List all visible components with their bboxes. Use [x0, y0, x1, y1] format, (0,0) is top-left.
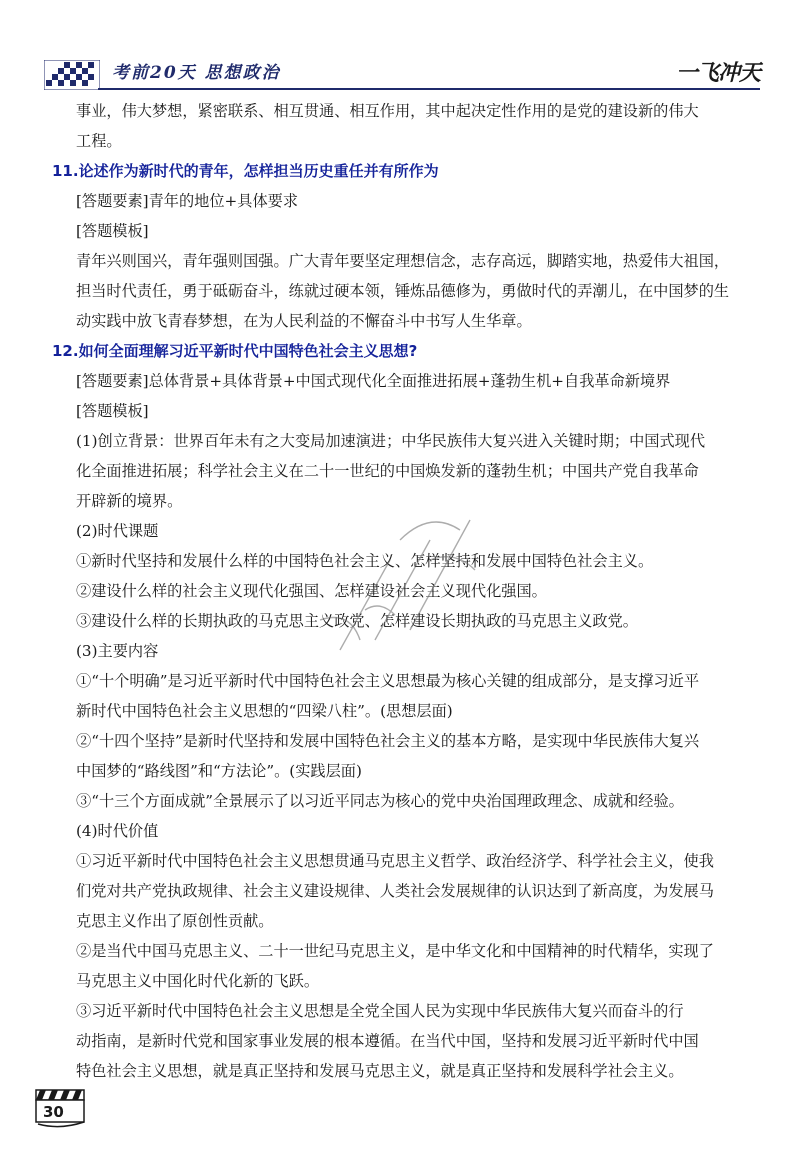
- checker-pattern-icon: [44, 60, 100, 90]
- text-line: 克思主义作出了原创性贡献。: [76, 912, 274, 930]
- text-line: (3)主要内容: [76, 642, 159, 660]
- page-header: [44, 56, 760, 92]
- document-body: [52, 96, 768, 1086]
- text-line: 担当时代责任，勇于砥砺奋斗，练就过硬本领，锤炼品德修为，勇做时代的弄潮儿，在中国梦的生: [76, 282, 730, 300]
- text-line: 青年兴则国兴，青年强则国强。广大青年要坚定理想信念，志存高远，脚踏实地，热爱伟大祖国，: [76, 252, 730, 270]
- text-line: ②建设什么样的社会主义现代化强国、怎样建设社会主义现代化强国。: [76, 582, 547, 600]
- header-divider: [98, 88, 760, 90]
- clapperboard-icon: [34, 1088, 94, 1128]
- page-number: 30: [43, 1103, 64, 1121]
- text-line: (4)时代价值: [76, 822, 159, 840]
- text-line: 新时代中国特色社会主义思想的“四梁八柱”。(思想层面): [76, 702, 453, 720]
- text-line: ②是当代中国马克思主义、二十一世纪马克思主义，是中华文化和中国精神的时代精华，实现了: [76, 942, 714, 960]
- text-line: (1)创立背景：世界百年未有之大变局加速演进；中华民族伟大复兴进入关键时期；中国式现代: [76, 432, 706, 450]
- text-line: 动指南，是新时代党和国家事业发展的根本遵循。在当代中国，坚持和发展习近平新时代中国: [76, 1032, 699, 1050]
- text-line: ①新时代坚持和发展什么样的中国特色社会主义、怎样坚持和发展中国特色社会主义。: [76, 552, 654, 570]
- text-line: ③习近平新时代中国特色社会主义思想是全党全国人民为实现中华民族伟大复兴而奋斗的行: [76, 1002, 684, 1020]
- page-footer: [34, 1088, 94, 1128]
- text-line: [答题要素]总体背景+具体背景+中国式现代化全面推进拓展+蓬勃生机+自我革命新境界: [76, 372, 671, 390]
- text-line: ③建设什么样的长期执政的马克思主义政党、怎样建设长期执政的马克思主义政党。: [76, 612, 638, 630]
- text-line: 特色社会主义思想，就是真正坚持和发展马克思主义，就是真正坚持和发展科学社会主义。: [76, 1062, 684, 1080]
- text-line: 马克思主义中国化时代化新的飞跃。: [76, 972, 319, 990]
- text-line: [答题模板]: [76, 402, 149, 420]
- text-line: (2)时代课题: [76, 522, 159, 540]
- header-title: 考前20天 思想政治: [112, 63, 281, 83]
- text-line: 工程。: [76, 132, 122, 150]
- text-line: ②“十四个坚持”是新时代坚持和发展中国特色社会主义的基本方略，是实现中华民族伟大复兴: [76, 732, 700, 750]
- text-line: 开辟新的境界。: [76, 492, 183, 510]
- text-line: 中国梦的“路线图”和“方法论”。(实践层面): [76, 762, 362, 780]
- question-heading: 12.如何全面理解习近平新时代中国特色社会主义思想?: [52, 342, 418, 360]
- question-heading: 11.论述作为新时代的青年，怎样担当历史重任并有所作为: [52, 162, 439, 180]
- text-line: 们党对共产党执政规律、社会主义建设规律、人类社会发展规律的认识达到了新高度，为发展马: [76, 882, 714, 900]
- text-line: [答题要素]青年的地位+具体要求: [76, 192, 299, 210]
- text-line: 化全面推进拓展；科学社会主义在二十一世纪的中国焕发新的蓬勃生机；中国共产党自我革命: [76, 462, 699, 480]
- text-line: ①习近平新时代中国特色社会主义思想贯通马克思主义哲学、政治经济学、科学社会主义，使我: [76, 852, 714, 870]
- text-line: ③“十三个方面成就”全景展示了以习近平同志为核心的党中央治国理政理念、成就和经验。: [76, 792, 684, 810]
- brand-logo: 一飞冲天: [675, 61, 760, 86]
- text-line: 事业，伟大梦想，紧密联系、相互贯通、相互作用，其中起决定性作用的是党的建设新的伟大: [76, 102, 699, 120]
- text-line: 动实践中放飞青春梦想，在为人民利益的不懈奋斗中书写人生华章。: [76, 312, 532, 330]
- text-line: ①“十个明确”是习近平新时代中国特色社会主义思想最为核心关键的组成部分，是支撑习近平: [76, 672, 700, 690]
- text-line: [答题模板]: [76, 222, 149, 240]
